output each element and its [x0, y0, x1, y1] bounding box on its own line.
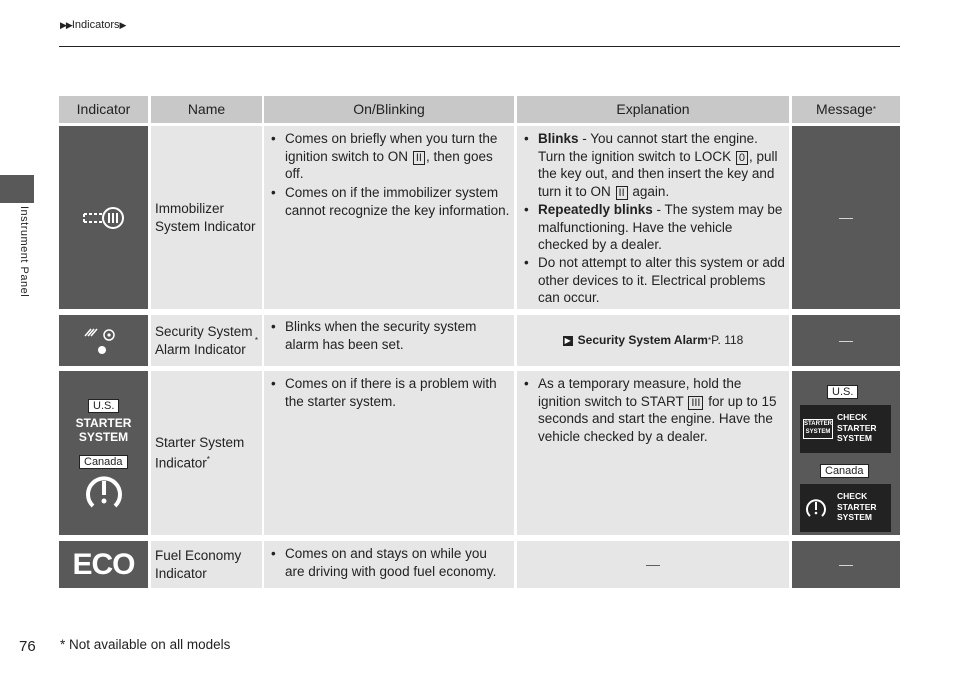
list-item: • Do not attempt to alter this system or add other devices to it. Electrical problems can occur. — [521, 254, 785, 307]
message-line: STARTER — [837, 422, 877, 433]
security-explanation[interactable] — [517, 315, 789, 366]
starter-warning-icon — [805, 497, 827, 519]
security-alarm-icon — [82, 325, 126, 357]
starter-icon-line: SYSTEM — [805, 429, 831, 435]
message-line: SYSTEM — [837, 512, 872, 522]
footnote-mark: * — [206, 455, 210, 465]
starter-icon-line: STARTER — [75, 416, 132, 430]
page-number: 76 — [19, 638, 36, 655]
message-line: SYSTEM — [837, 433, 872, 443]
footnote-mark: * — [254, 335, 258, 345]
eco-name: Fuel Economy Indicator — [151, 541, 262, 588]
breadcrumb-link[interactable]: Indicators — [71, 19, 120, 31]
header-message-mark: * — [872, 104, 876, 114]
immobilizer-explanation — [517, 126, 789, 309]
starter-icon-line: STARTER — [804, 421, 832, 427]
starter-on-blinking — [264, 371, 514, 535]
canada-badge: Canada — [79, 455, 128, 469]
list-item: • Blinks when the security system alarm has been set. — [268, 318, 510, 353]
list-item: • Comes on if there is a problem with the starter system. — [268, 375, 510, 410]
check-starter-text — [837, 491, 877, 523]
explanation-text: , pull the key out, and then insert the key and turn it to ON — [538, 148, 778, 200]
starter-system-icon — [803, 419, 833, 439]
footnote: * Not available on all models — [60, 637, 231, 652]
breadcrumb-arrows-icon: ▶▶ — [60, 20, 72, 30]
list-item — [521, 130, 785, 201]
immobilizer-name: Immobilizer System Indicator — [151, 126, 262, 309]
explanation-text: for up to 15 seconds and start the engine. Have the vehicle checked by a dealer. — [538, 393, 777, 445]
breadcrumb — [60, 19, 125, 31]
switch-position-badge: II — [413, 151, 425, 165]
us-badge: U.S. — [827, 385, 858, 399]
header-on-blinking: On/Blinking — [264, 96, 514, 123]
bold-term: Repeatedly blinks — [538, 201, 653, 217]
header-message-label: Message — [816, 100, 873, 117]
immobilizer-key-icon — [82, 205, 126, 231]
header-message — [792, 96, 900, 123]
header-rule — [59, 46, 900, 47]
security-name — [151, 315, 262, 366]
switch-position-badge: II — [616, 186, 628, 200]
on-text: Comes on briefly when you turn the ignition switch to ON — [285, 131, 498, 164]
section-label: Instrument Panel — [18, 206, 30, 298]
explanation-text: - You cannot start the engine. Turn the ignition switch to LOCK — [538, 131, 758, 164]
starter-icon-line: SYSTEM — [78, 430, 129, 444]
breadcrumb-arrow-icon: ▶ — [119, 20, 126, 30]
starter-message-canada — [800, 484, 891, 532]
check-starter-text — [837, 412, 877, 444]
page-reference: P. 118 — [711, 332, 744, 347]
eco-explanation: — — [517, 541, 789, 588]
starter-message — [792, 371, 900, 535]
header-explanation: Explanation — [517, 96, 789, 123]
immobilizer-message: — — [792, 126, 900, 309]
starter-message-us — [800, 405, 891, 453]
cross-reference-icon: ▶ — [564, 335, 571, 345]
explanation-text: again. — [628, 184, 670, 200]
list-item — [268, 130, 510, 183]
immobilizer-indicator-cell — [59, 126, 148, 309]
eco-message: — — [792, 541, 900, 588]
switch-position-badge: 0 — [736, 151, 748, 165]
security-message: — — [792, 315, 900, 366]
starter-name-text: Starter System Indicator — [155, 434, 245, 471]
message-line: STARTER — [837, 501, 877, 512]
footnote-mark: * — [707, 335, 712, 345]
us-badge: U.S. — [88, 399, 119, 413]
header-name: Name — [151, 96, 262, 123]
starter-warning-icon — [83, 472, 125, 512]
explanation-text: As a temporary measure, hold the ignition switch to START — [538, 376, 742, 409]
eco-icon: ECO — [72, 547, 135, 581]
explanation-text: - The system may be malfunctioning. Have the vehicle checked by a dealer. — [538, 201, 783, 253]
security-name-text: Security System Alarm Indicator — [155, 323, 253, 357]
list-item: • Comes on if the immobilizer system cannot recognize the key information. — [268, 184, 510, 219]
security-indicator-cell — [59, 315, 148, 366]
section-tab[interactable] — [0, 175, 34, 203]
list-item — [521, 201, 785, 254]
header-indicator: Indicator — [59, 96, 148, 123]
canada-badge: Canada — [820, 464, 869, 478]
eco-on-blinking — [264, 541, 514, 588]
starter-indicator-cell — [59, 371, 148, 535]
switch-position-badge: III — [688, 396, 703, 410]
starter-explanation — [517, 371, 789, 535]
message-line: CHECK — [837, 491, 868, 501]
list-item: • Comes on and stays on while you are driving with good fuel economy. — [268, 545, 510, 580]
eco-indicator-cell — [59, 541, 148, 588]
cross-reference-link[interactable]: Security System Alarm — [577, 332, 708, 347]
security-on-blinking — [264, 315, 514, 366]
starter-name — [151, 371, 262, 535]
message-line: CHECK — [837, 412, 868, 422]
starter-system-icon — [59, 416, 148, 444]
list-item — [521, 375, 785, 446]
bold-term: Blinks — [538, 131, 579, 146]
on-text: , then goes off. — [285, 148, 493, 182]
immobilizer-on-blinking — [264, 126, 514, 309]
